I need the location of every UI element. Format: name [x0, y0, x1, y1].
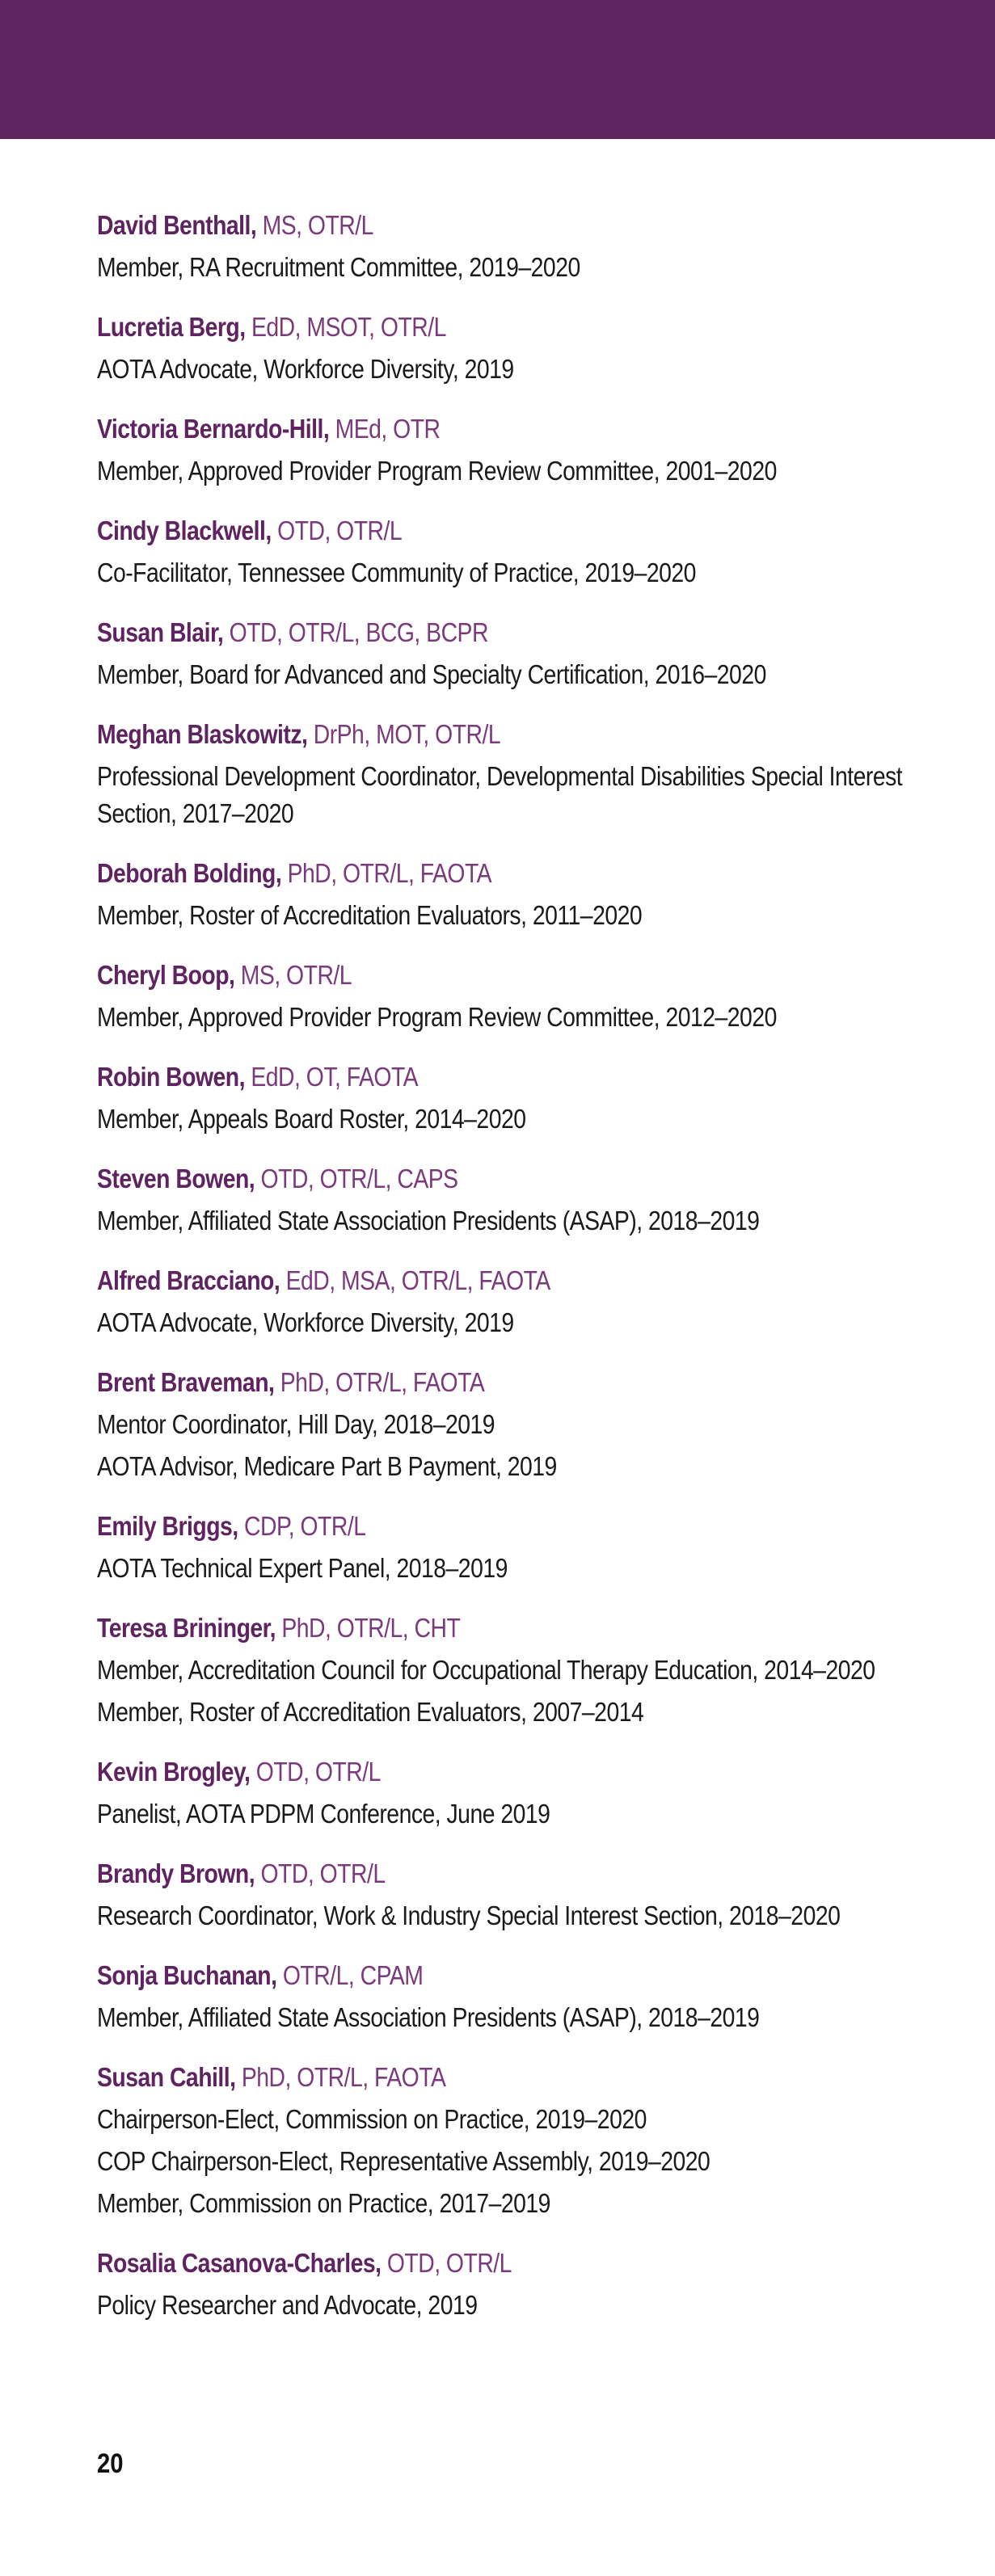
entry-heading [97, 512, 806, 549]
role-line: Co-Facilitator, Tennessee Community of Practice, 2019–2020 [97, 558, 696, 587]
person-name: Brandy Brown, [97, 1858, 255, 1888]
person-name: Meghan Blaskowitz, [97, 719, 308, 749]
role-line: Member, Appeals Board Roster, 2014–2020 [97, 1104, 526, 1134]
entry-heading [97, 2245, 806, 2282]
role-line: Member, Approved Provider Program Review Committee, 2001–2020 [97, 456, 777, 486]
entry-heading [97, 1753, 806, 1791]
person-name: Teresa Brininger, [97, 1613, 276, 1643]
entry-heading [97, 1160, 806, 1198]
list-item [97, 2059, 921, 2222]
person-credentials: PhD, OTR/L, FAOTA [274, 1367, 485, 1397]
role-line: Professional Development Coordinator, Developmental Disabilities Special Interest Section, 2017–2020 [97, 761, 903, 828]
role-line: Member, Accreditation Council for Occupational Therapy Education, 2014–2020 [97, 1655, 875, 1685]
person-credentials: PhD, OTR/L, FAOTA [281, 858, 492, 888]
page-number: 20 [97, 2448, 124, 2479]
list-item [97, 1855, 921, 1934]
person-name: Victoria Bernardo-Hill, [97, 414, 330, 444]
person-credentials: MEd, OTR [329, 414, 441, 444]
entry-heading [97, 614, 806, 651]
role-line: Mentor Coordinator, Hill Day, 2018–2019 [97, 1409, 495, 1439]
person-name: Steven Bowen, [97, 1164, 255, 1193]
person-credentials: PhD, OTR/L, FAOTA [235, 2062, 446, 2092]
person-credentials: OTD, OTR/L [381, 2248, 512, 2278]
entry-heading [97, 855, 806, 892]
person-name: David Benthall, [97, 210, 257, 240]
person-name: Brent Braveman, [97, 1367, 275, 1397]
person-credentials: PhD, OTR/L, CHT [275, 1613, 461, 1643]
list-item [97, 957, 921, 1036]
person-credentials: OTR/L, CPAM [276, 1960, 424, 1990]
person-name: Alfred Bracciano, [97, 1265, 280, 1295]
role-line: AOTA Advisor, Medicare Part B Payment, 2019 [97, 1451, 557, 1481]
entry-heading [97, 716, 806, 753]
role-line: Research Coordinator, Work & Industry Special Interest Section, 2018–2020 [97, 1900, 841, 1930]
list-item [97, 512, 921, 591]
person-name: Lucretia Berg, [97, 312, 246, 342]
role-line: Member, Commission on Practice, 2017–2019 [97, 2188, 550, 2218]
list-item [97, 1160, 921, 1240]
person-name: Deborah Bolding, [97, 858, 282, 888]
entry-heading [97, 1855, 806, 1892]
person-credentials: EdD, OT, FAOTA [244, 1062, 419, 1092]
entry-heading [97, 309, 806, 346]
list-item [97, 1610, 921, 1731]
list-item [97, 614, 921, 693]
entry-heading [97, 957, 806, 994]
person-name: Susan Blair, [97, 617, 224, 647]
role-line: Panelist, AOTA PDPM Conference, June 2019 [97, 1799, 550, 1829]
role-line: Member, Board for Advanced and Specialty Certification, 2016–2020 [97, 659, 766, 689]
person-credentials: EdD, MSA, OTR/L, FAOTA [280, 1265, 550, 1295]
list-item [97, 2245, 921, 2324]
list-item [97, 1957, 921, 2036]
role-line: Member, Affiliated State Association Presidents (ASAP), 2018–2019 [97, 1206, 760, 1235]
entry-heading [97, 1610, 806, 1647]
list-item [97, 207, 921, 286]
volunteer-list [97, 207, 921, 2347]
list-item [97, 309, 921, 388]
role-line: Policy Researcher and Advocate, 2019 [97, 2290, 478, 2320]
person-name: Robin Bowen, [97, 1062, 245, 1092]
person-credentials: OTD, OTR/L [271, 516, 403, 545]
person-name: Rosalia Casanova-Charles, [97, 2248, 382, 2278]
role-line: COP Chairperson-Elect, Representative Assembly, 2019–2020 [97, 2146, 710, 2176]
list-item [97, 410, 921, 490]
person-credentials: OTD, OTR/L, BCG, BCPR [223, 617, 488, 647]
person-name: Cheryl Boop, [97, 960, 235, 990]
list-item [97, 1059, 921, 1138]
entry-heading [97, 1262, 806, 1299]
role-line: Member, Roster of Accreditation Evaluators, 2011–2020 [97, 900, 643, 930]
entry-heading [97, 1059, 806, 1096]
person-credentials: MS, OTR/L [256, 210, 373, 240]
list-item [97, 1753, 921, 1833]
person-credentials: OTD, OTR/L [250, 1757, 381, 1787]
entry-heading [97, 2059, 806, 2096]
role-line: Member, Approved Provider Program Review Committee, 2012–2020 [97, 1002, 777, 1032]
role-line: AOTA Advocate, Workforce Diversity, 2019 [97, 354, 514, 384]
entry-heading [97, 207, 806, 244]
person-name: Susan Cahill, [97, 2062, 236, 2092]
entry-heading [97, 410, 806, 448]
list-item [97, 1262, 921, 1341]
person-credentials: DrPh, MOT, OTR/L [307, 719, 501, 749]
person-credentials: MS, OTR/L [234, 960, 352, 990]
list-item [97, 855, 921, 934]
person-credentials: CDP, OTR/L [238, 1511, 366, 1541]
role-line: AOTA Technical Expert Panel, 2018–2019 [97, 1553, 508, 1583]
list-item [97, 716, 921, 832]
list-item [97, 1508, 921, 1587]
person-name: Sonja Buchanan, [97, 1960, 277, 1990]
person-credentials: OTD, OTR/L, CAPS [255, 1164, 458, 1193]
role-line: AOTA Advocate, Workforce Diversity, 2019 [97, 1307, 514, 1337]
entry-heading [97, 1364, 806, 1401]
role-line: Member, RA Recruitment Committee, 2019–2020 [97, 252, 580, 282]
entry-heading [97, 1508, 806, 1545]
role-line: Member, Affiliated State Association Presidents (ASAP), 2018–2019 [97, 2002, 760, 2032]
person-credentials: EdD, MSOT, OTR/L [245, 312, 446, 342]
role-line: Chairperson-Elect, Commission on Practice, 2019–2020 [97, 2104, 647, 2134]
person-name: Cindy Blackwell, [97, 516, 272, 545]
person-name: Kevin Brogley, [97, 1757, 251, 1787]
role-line: Member, Roster of Accreditation Evaluators, 2007–2014 [97, 1697, 644, 1727]
list-item [97, 1364, 921, 1485]
entry-heading [97, 1957, 806, 1994]
person-credentials: OTD, OTR/L [255, 1858, 386, 1888]
person-name: Emily Briggs, [97, 1511, 238, 1541]
header-band [0, 0, 995, 139]
